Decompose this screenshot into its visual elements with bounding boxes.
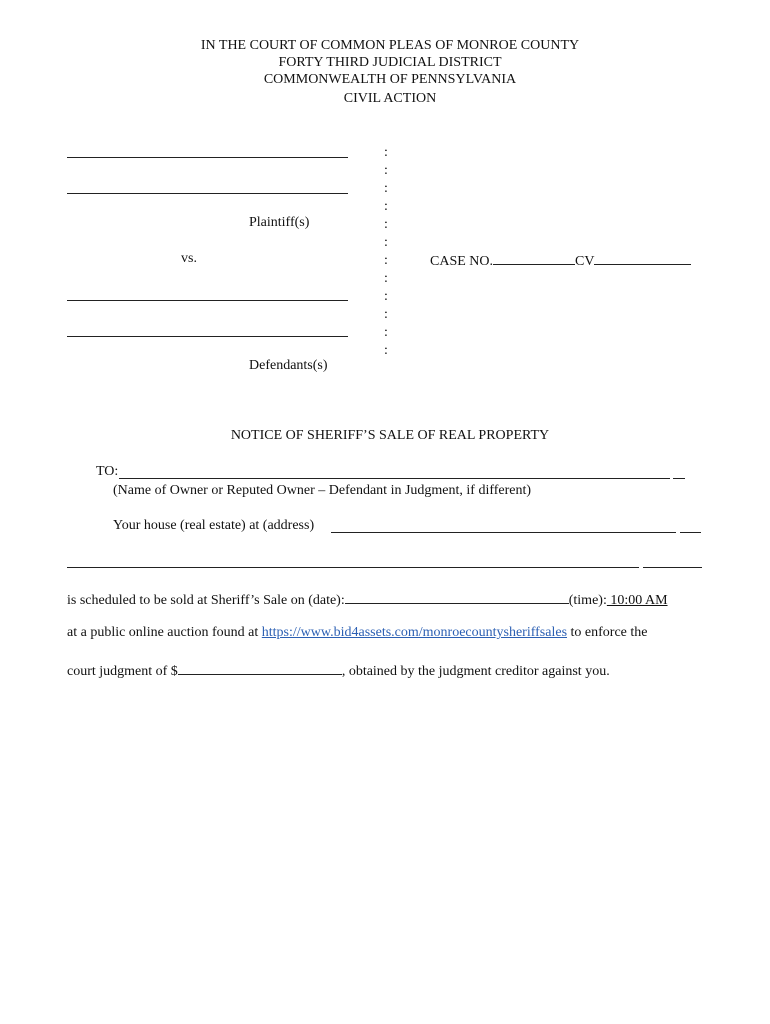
vs-label: vs.	[181, 251, 197, 266]
defendant-name-blank-1[interactable]	[67, 300, 348, 301]
caption-colon: :	[384, 199, 388, 214]
owner-name-blank-tail	[673, 478, 685, 479]
defendant-name-blank-2[interactable]	[67, 336, 348, 337]
plaintiff-label: Plaintiff(s)	[249, 215, 310, 230]
caption-colon: :	[384, 343, 388, 358]
court-name-line: IN THE COURT OF COMMON PLEAS OF MONROE COUNTY	[200, 38, 580, 53]
caption-colon: :	[384, 325, 388, 340]
house-address-blank[interactable]	[331, 532, 676, 533]
caption-colon: :	[384, 271, 388, 286]
defendant-label: Defendants(s)	[249, 358, 328, 373]
auction-row	[67, 625, 647, 641]
commonwealth-line: COMMONWEALTH OF PENNSYLVANIA	[263, 72, 517, 87]
cv-number-blank[interactable]	[594, 251, 691, 265]
time-label: (time):	[568, 593, 607, 608]
caption-colon: :	[384, 235, 388, 250]
auction-prefix: at a public online auction found at	[67, 625, 262, 640]
house-address-label: Your house (real estate) at (address)	[113, 518, 315, 533]
owner-name-note: (Name of Owner or Reputed Owner – Defendant in Judgment, if different)	[113, 483, 532, 498]
caption-colon: :	[384, 163, 388, 178]
scheduled-label: is scheduled to be sold at Sheriff’s Sale on (date):	[67, 593, 345, 608]
cv-label: CV	[575, 254, 595, 269]
address-continuation-blank[interactable]	[67, 567, 639, 568]
judgment-suffix: , obtained by the judgment creditor against you.	[341, 664, 610, 679]
judgment-amount-blank[interactable]	[178, 661, 342, 675]
judgment-row	[67, 661, 610, 680]
plaintiff-name-blank-2[interactable]	[67, 193, 348, 194]
caption-colon: :	[384, 181, 388, 196]
auction-suffix: to enforce the	[567, 625, 648, 640]
judgment-prefix: court judgment of $	[67, 664, 178, 679]
sale-time-value: 10:00 AM	[606, 593, 668, 608]
sale-date-blank[interactable]	[345, 590, 569, 604]
house-address-blank-tail	[680, 532, 701, 533]
case-no-label: CASE NO.	[430, 254, 494, 269]
district-line: FORTY THIRD JUDICIAL DISTRICT	[278, 55, 502, 70]
civil-action-line: CIVIL ACTION	[343, 91, 437, 106]
case-number-blank[interactable]	[493, 251, 575, 265]
to-label: TO:	[96, 464, 119, 479]
auction-link[interactable]: https://www.bid4assets.com/monroecountysheriffsales	[261, 625, 568, 640]
address-continuation-tail	[643, 567, 702, 568]
owner-name-blank[interactable]	[119, 478, 670, 479]
caption-colon: :	[384, 307, 388, 322]
caption-colon: :	[384, 217, 388, 232]
caption-colon: :	[384, 289, 388, 304]
caption-colon: :	[384, 253, 388, 268]
sale-date-row	[67, 590, 668, 609]
notice-title: NOTICE OF SHERIFF’S SALE OF REAL PROPERTY	[230, 428, 550, 443]
plaintiff-name-blank-1[interactable]	[67, 157, 348, 158]
caption-colon: :	[384, 145, 388, 160]
case-number-row	[430, 251, 691, 270]
